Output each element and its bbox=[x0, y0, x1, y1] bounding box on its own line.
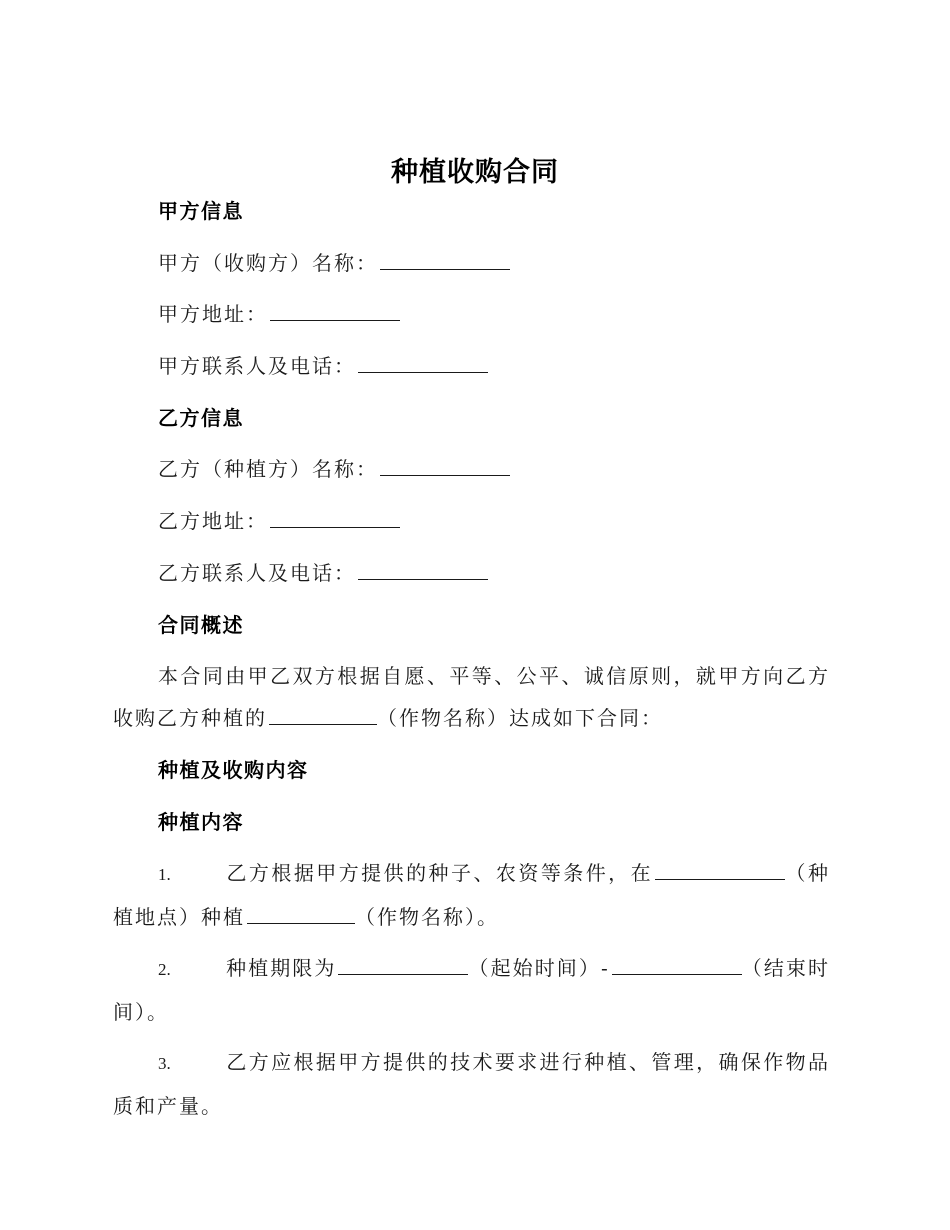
party-a-name-blank bbox=[380, 249, 510, 270]
item-1-part3: （作物名称）。 bbox=[355, 905, 499, 929]
overview-text-part1: 本合同由甲乙双方根据自愿、平等、公平、诚信原则，就甲方向乙方收购乙方种植的 bbox=[113, 664, 830, 730]
party-a-heading: 甲方信息 bbox=[158, 199, 244, 223]
planting-item-3 bbox=[113, 1041, 830, 1127]
overview-text-part2: （作物名称）达成如下合同： bbox=[377, 706, 663, 730]
item-3-part1: 乙方应根据甲方提供的技术要求进行种植、管理，确保作物品质和产量。 bbox=[113, 1050, 830, 1118]
party-b-contact-blank bbox=[358, 559, 488, 580]
party-a-contact-blank bbox=[358, 352, 488, 373]
party-b-name-line bbox=[158, 455, 510, 483]
party-b-address-blank bbox=[270, 507, 400, 528]
item-1-location-blank bbox=[655, 859, 785, 880]
overview-heading: 合同概述 bbox=[158, 613, 244, 637]
party-a-contact-label: 甲方联系人及电话： bbox=[158, 354, 356, 378]
section-heading: 种植及收购内容 bbox=[158, 758, 309, 782]
planting-item-2 bbox=[113, 947, 830, 1033]
item-3-number: 3. bbox=[158, 1054, 171, 1073]
party-a-name-label: 甲方（收购方）名称： bbox=[158, 251, 378, 275]
party-a-address-line bbox=[158, 300, 400, 328]
party-b-name-blank bbox=[380, 455, 510, 476]
overview-crop-blank bbox=[269, 704, 377, 725]
overview-paragraph bbox=[113, 655, 830, 739]
item-2-part2: （起始时间）- bbox=[468, 956, 610, 980]
planting-heading: 种植内容 bbox=[158, 810, 244, 834]
planting-item-1 bbox=[113, 852, 830, 938]
party-a-address-blank bbox=[270, 300, 400, 321]
party-b-contact-line bbox=[158, 559, 488, 587]
item-1-part2: （种植地点）种植 bbox=[113, 861, 831, 929]
party-a-address-label: 甲方地址： bbox=[158, 302, 268, 326]
item-1-crop-blank bbox=[247, 903, 355, 924]
item-2-part3: （结束时间）。 bbox=[113, 956, 831, 1024]
party-b-address-line bbox=[158, 507, 400, 535]
item-2-start-blank bbox=[338, 954, 468, 975]
item-1-number: 1. bbox=[158, 865, 171, 884]
item-2-part1: 种植期限为 bbox=[226, 956, 337, 980]
party-b-name-label: 乙方（种植方）名称： bbox=[158, 457, 378, 481]
item-2-number: 2. bbox=[158, 960, 171, 979]
document-title: 种植收购合同 bbox=[391, 157, 559, 188]
item-1-part1: 乙方根据甲方提供的种子、农资等条件，在 bbox=[226, 861, 654, 885]
party-b-address-label: 乙方地址： bbox=[158, 509, 268, 533]
party-b-heading: 乙方信息 bbox=[158, 406, 244, 430]
party-a-name-line bbox=[158, 249, 510, 277]
party-b-contact-label: 乙方联系人及电话： bbox=[158, 561, 356, 585]
item-2-end-blank bbox=[612, 954, 742, 975]
party-a-contact-line bbox=[158, 352, 488, 380]
